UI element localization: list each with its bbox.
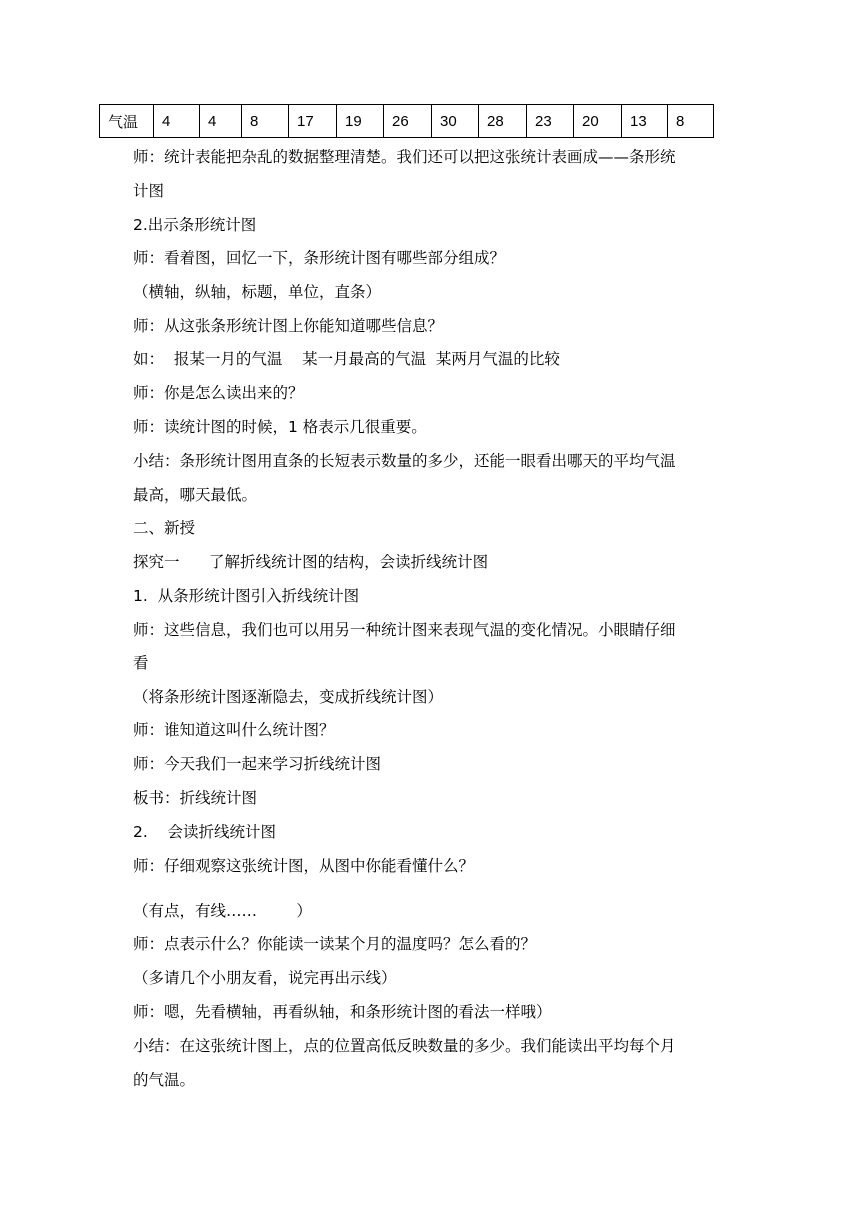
paragraph-line: 师：谁知道这叫什么统计图？ — [133, 721, 335, 739]
paragraph-line: 探究一 了解折线统计图的结构，会读折线统计图 — [133, 553, 489, 571]
section-heading: 二、新授 — [133, 519, 196, 537]
table-cell: 28 — [479, 105, 527, 138]
paragraph-line: （多请几个小朋友看，说完再出示线） — [133, 969, 397, 987]
table-cell: 17 — [289, 105, 337, 138]
paragraph-line: 看 — [133, 654, 149, 672]
section-heading: 2.出示条形统计图 — [133, 216, 257, 234]
paragraph-line: 师：从这张条形统计图上你能知道哪些信息？ — [133, 317, 444, 335]
paragraph-line: 师：点表示什么？你能读一读某个月的温度吗？怎么看的？ — [133, 935, 537, 953]
paragraph-line: 师：统计表能把杂乱的数据整理清楚。我们还可以把这张统计表画成——条形统 — [133, 148, 676, 166]
table-cell: 30 — [432, 105, 479, 138]
table-cell: 26 — [384, 105, 432, 138]
paragraph-line: 师：读统计图的时候，1 格表示几很重要。 — [133, 418, 427, 436]
paragraph-line: 的气温。 — [133, 1071, 196, 1089]
table-cell: 20 — [574, 105, 622, 138]
section-heading: 2. 会读折线统计图 — [133, 823, 276, 841]
paragraph-line: （有点，有线…… ） — [133, 902, 312, 920]
section-heading: 1. 从条形统计图引入折线统计图 — [133, 587, 360, 605]
table-row — [100, 105, 714, 138]
paragraph-line: 师：看着图，回忆一下，条形统计图有哪些部分组成？ — [133, 249, 506, 267]
temperature-table — [99, 104, 714, 138]
table-cell: 8 — [668, 105, 714, 138]
paragraph-line: 师：嗯，先看横轴，再看纵轴，和条形统计图的看法一样哦） — [133, 1003, 552, 1021]
table-cell: 13 — [622, 105, 668, 138]
paragraph-line: 计图 — [133, 182, 165, 200]
paragraph-line: （将条形统计图逐渐隐去，变成折线统计图） — [133, 688, 444, 706]
table-cell: 23 — [527, 105, 574, 138]
table-cell: 4 — [200, 105, 242, 138]
paragraph-line: 小结：在这张统计图上，点的位置高低反映数量的多少。我们能读出平均每个月 — [133, 1037, 676, 1055]
paragraph-line: 师：这些信息，我们也可以用另一种统计图来表现气温的变化情况。小眼睛仔细 — [133, 621, 676, 639]
paragraph-line: （横轴，纵轴，标题，单位，直条） — [133, 283, 382, 301]
paragraph-line: 师：仔细观察这张统计图，从图中你能看懂什么？ — [133, 857, 475, 875]
paragraph-line: 如： 报某一月的气温 某一月最高的气温 某两月气温的比较 — [133, 350, 560, 368]
paragraph-line: 最高，哪天最低。 — [133, 486, 258, 504]
paragraph-line: 师：今天我们一起来学习折线统计图 — [133, 755, 382, 773]
table-cell: 8 — [242, 105, 289, 138]
paragraph-line: 小结：条形统计图用直条的长短表示数量的多少，还能一眼看出哪天的平均气温 — [133, 452, 676, 470]
table-cell: 19 — [337, 105, 384, 138]
paragraph-line: 师：你是怎么读出来的？ — [133, 384, 304, 402]
table-header-cell: 气温 — [100, 105, 154, 138]
table-cell: 4 — [154, 105, 200, 138]
paragraph-line: 板书：折线统计图 — [133, 789, 258, 807]
